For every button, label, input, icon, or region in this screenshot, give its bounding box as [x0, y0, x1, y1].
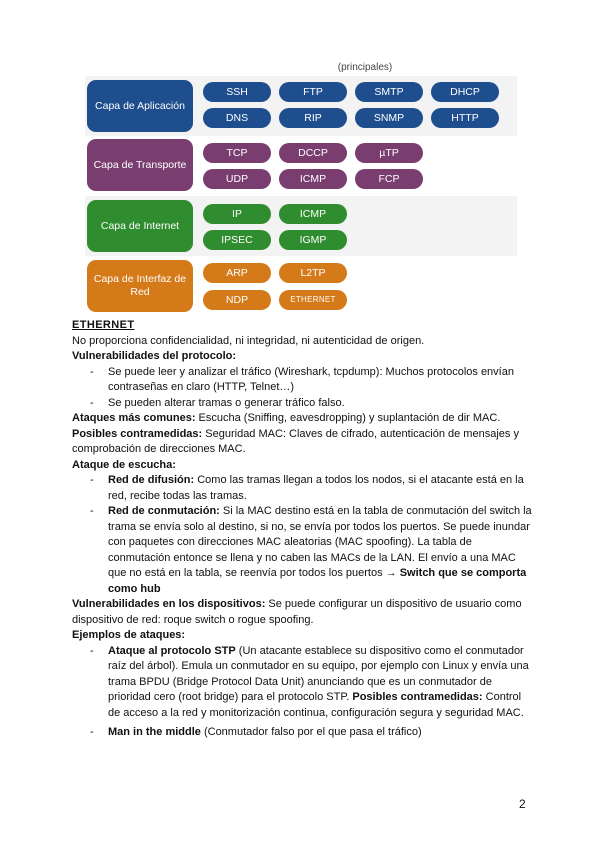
- bullet-dash: -: [90, 365, 94, 378]
- stp-attack-text: (Un atacante establece su dispositivo como el conmutador raíz del árbol). Emula un conmutador en su equipo, por ejemplo con Linux y envía una trama BPDU (Bridge Protocol Data Unit) anunciando que es un conmutador de prioridad cero (root bridge) para el protocolo STP.: [108, 644, 529, 703]
- list-item: [72, 396, 532, 412]
- countermeasures-text: Seguridad MAC: Claves de cifrado, autenticación de mensajes y comprobación de direcciones MAC.: [72, 427, 519, 455]
- switched-text: Si la MAC destino está en la tabla de conmutación del switch la trama se envía solo al destino, si no, se envía por todos los puertos. Se puede inundar con paquetes con direcciones MAC aleatorias (MAC spoofing). La tabla de conmutación entonce se llena y no caben las MACs de la LAN. El envío a una MAC que no está en la tabla, se reenvía por todos los puertos: [108, 505, 532, 579]
- protocol-ndp: NDP: [203, 290, 271, 310]
- broadcast-label: Red de difusión:: [108, 474, 195, 486]
- protocol-igmp: IGMP: [279, 230, 347, 250]
- diagram-caption: (principales): [337, 62, 393, 73]
- protocol-smtp: SMTP: [355, 82, 423, 102]
- devices-text: Se puede configurar un dispositivo de usuario como dispositivo de red: roque switch o rogue spoofing.: [72, 598, 522, 626]
- stp-attack-label: Ataque al protocolo STP: [108, 644, 236, 657]
- section-heading: ETHERNET: [72, 319, 135, 331]
- list-item: [72, 473, 532, 504]
- layer-internet: [87, 200, 193, 252]
- protocol-utp: µTP: [355, 143, 423, 163]
- protocol-ipsec: IPSEC: [203, 230, 271, 250]
- page-number: 2: [519, 797, 526, 811]
- tcp-ip-layers-diagram: [85, 62, 517, 316]
- list-item: [72, 644, 532, 722]
- protocol-ssh: SSH: [203, 82, 271, 102]
- list-item: [72, 504, 532, 597]
- arrow-icon: →: [385, 567, 397, 579]
- protocol-ethernet: ETHERNET: [279, 290, 347, 310]
- protocol-fcp: FCP: [355, 169, 423, 189]
- countermeasures-paragraph: [72, 427, 532, 458]
- list-item: [72, 365, 532, 396]
- list-item: [72, 725, 532, 741]
- vuln-item-1: Se puede leer y analizar el tráfico (Wireshark, tcpdump): Muchos protocolos envían contraseñas en claro (HTTP, Telnet…): [108, 365, 514, 393]
- protocol-dccp: DCCP: [279, 143, 347, 163]
- attacks-paragraph: [72, 411, 532, 427]
- stp-counter-label: Posibles contramedidas:: [352, 691, 483, 703]
- bullet-dash: -: [90, 474, 94, 486]
- stp-counter-text: Control de acceso a la red y monitorización continua, configuración segura y seguridad MAC.: [108, 691, 524, 719]
- vuln-title: Vulnerabilidades del protocolo:: [72, 350, 237, 362]
- bullet-dash: -: [90, 726, 94, 738]
- bullet-dash: -: [90, 396, 94, 409]
- layer-link-label: Capa de Interfaz de Red: [93, 273, 187, 298]
- bullet-dash: -: [90, 644, 94, 657]
- vuln-item-2: Se pueden alterar tramas o generar tráfico falso.: [108, 396, 345, 409]
- switched-label: Red de conmutación:: [108, 505, 220, 517]
- layer-application-label: Capa de Aplicación: [95, 99, 185, 112]
- layer-transport: [87, 139, 193, 191]
- protocol-udp: UDP: [203, 169, 271, 189]
- attacks-text: Escucha (Sniffing, eavesdropping) y suplantación de dir MAC.: [195, 412, 501, 424]
- protocol-http: HTTP: [431, 108, 499, 128]
- mitm-label: Man in the middle: [108, 726, 201, 738]
- protocol-dhcp: DHCP: [431, 82, 499, 102]
- broadcast-text: Como las tramas llegan a todos los nodos, si el atacante está en la red, recibe todas las tramas.: [108, 474, 524, 502]
- layer-application: [87, 80, 193, 132]
- intro-paragraph: No proporciona confidencialidad, ni integridad, ni autenticidad de origen.: [72, 334, 425, 347]
- protocol-tcp: TCP: [203, 143, 271, 163]
- devices-label: Vulnerabilidades en los dispositivos:: [72, 598, 266, 610]
- layer-link: [87, 260, 193, 312]
- attacks-label: Ataques más comunes:: [72, 412, 196, 424]
- protocol-l2tp: L2TP: [279, 263, 347, 283]
- protocol-dns: DNS: [203, 108, 271, 128]
- layer-internet-label: Capa de Internet: [100, 219, 180, 232]
- bullet-dash: -: [90, 505, 94, 517]
- protocol-arp: ARP: [203, 263, 271, 283]
- document-body: [72, 318, 532, 741]
- countermeasures-label: Posibles contramedidas:: [72, 427, 203, 440]
- protocol-snmp: SNMP: [355, 108, 423, 128]
- protocol-rip: RIP: [279, 108, 347, 128]
- devices-paragraph: [72, 597, 532, 628]
- protocol-icmp-transport: ICMP: [279, 169, 347, 189]
- switched-conclusion: Switch que se comporta como hub: [108, 567, 527, 595]
- layer-transport-label: Capa de Transporte: [93, 158, 187, 171]
- protocol-icmp-internet: ICMP: [279, 204, 347, 224]
- mitm-text: (Conmutador falso por el que pasa el tráfico): [200, 726, 422, 738]
- protocol-ip: IP: [203, 204, 271, 224]
- listen-title: Ataque de escucha:: [72, 458, 176, 471]
- examples-title: Ejemplos de ataques:: [72, 629, 186, 641]
- protocol-ftp: FTP: [279, 82, 347, 102]
